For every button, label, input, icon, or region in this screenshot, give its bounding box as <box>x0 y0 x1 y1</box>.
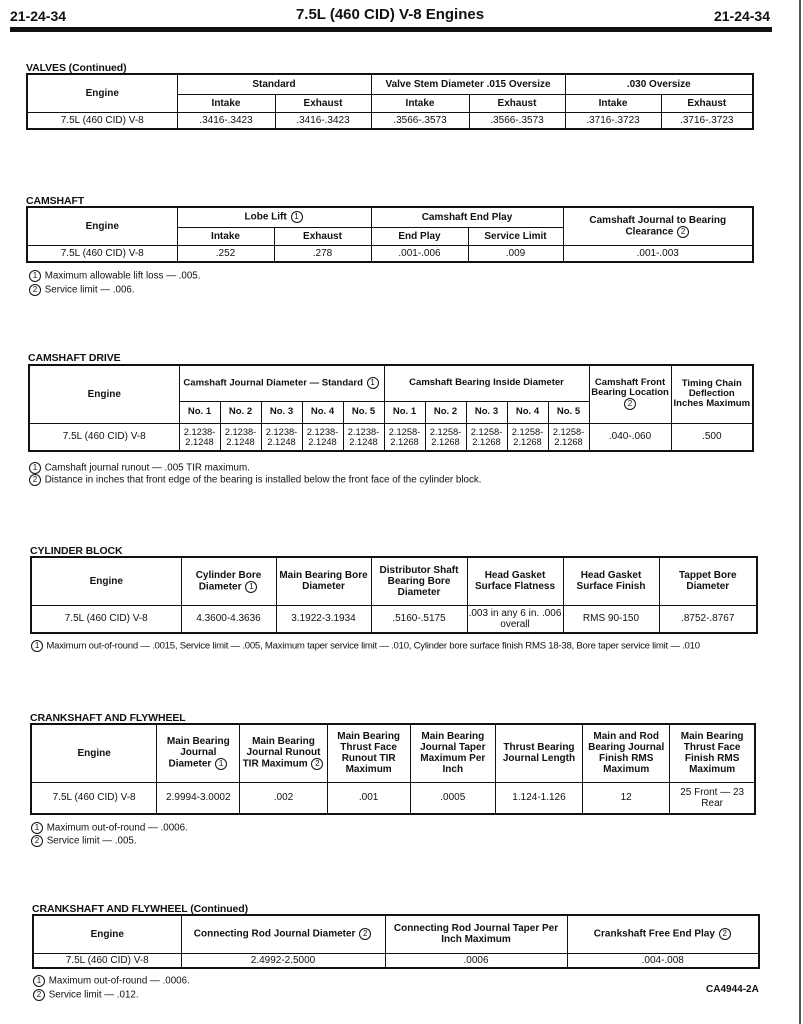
footnote-1-mark: 1 <box>31 640 43 652</box>
camshaft-value-cell: .001-.006 <box>371 245 468 262</box>
footnote-2-mark: 2 <box>311 758 323 770</box>
cyl-value-cell: .8752-.8767 <box>659 605 757 633</box>
camshaft-journal-clearance-header <box>563 207 753 245</box>
cyl-note <box>30 640 700 652</box>
page-title: 7.5L (460 CID) V-8 Engines <box>295 6 485 23</box>
camshaft-sub-header: End Play <box>371 227 468 245</box>
cyl-engine-cell: 7.5L (460 CID) V-8 <box>31 605 181 633</box>
valves-sub-header: Exhaust <box>661 94 753 112</box>
crank2-rod-journal-taper-header: Connecting Rod Journal Taper Per Inch Maximum <box>385 915 567 953</box>
crankshaft-cont-table <box>32 914 760 969</box>
cyl-value-cell: .5160-.5175 <box>371 605 467 633</box>
cyl-gasket-flatness-header: Head Gasket Surface Flatness <box>467 557 563 605</box>
cam-drive-sub-header: No. 5 <box>343 401 384 423</box>
cam-drive-sub-header: No. 2 <box>425 401 466 423</box>
footnote-2-mark: 2 <box>719 928 731 940</box>
valves-value-cell: .3416-.3423 <box>177 112 275 129</box>
valves-table <box>26 73 754 130</box>
note-text: Distance in inches that front edge of the bearing is installed below the front face of the cylinder block. <box>44 474 482 486</box>
crankshaft-cont-title: CRANKSHAFT AND FLYWHEEL (Continued) <box>32 903 249 915</box>
figure-code: CA4944-2A <box>706 984 759 995</box>
footnote-2-mark: 2 <box>29 474 41 486</box>
footnote-1-mark: 1 <box>215 758 227 770</box>
valves-engine-cell: 7.5L (460 CID) V-8 <box>27 112 177 129</box>
valves-sub-header: Intake <box>565 94 661 112</box>
page-number-left: 21-24-34 <box>10 8 67 24</box>
cam-drive-value-cell: 2.1238-2.1248 <box>179 423 220 451</box>
cam-drive-value-cell: 2.1258-2.1268 <box>548 423 589 451</box>
valves-engine-header: Engine <box>27 74 177 112</box>
crank-journal-finish-header: Main and Rod Bearing Journal Finish RMS Maximum <box>583 724 670 782</box>
cam-drive-note-1 <box>28 462 250 474</box>
cam-drive-bearing-inside-header: Camshaft Bearing Inside Diameter <box>384 365 589 401</box>
page-number-right: 21-24-34 <box>713 8 770 24</box>
camshaft-value-cell: .252 <box>177 245 274 262</box>
footnote-1-mark: 1 <box>367 377 379 389</box>
cam-drive-value-cell: 2.1258-2.1268 <box>466 423 507 451</box>
journal-diameter-label: Main Bearing Journal Diameter <box>166 736 230 770</box>
cyl-value-cell: RMS 90-150 <box>563 605 659 633</box>
footnote-1-mark: 1 <box>33 975 45 987</box>
crank-journal-taper-header: Main Bearing Journal Taper Maximum Per Inch <box>410 724 495 782</box>
crank2-engine-cell: 7.5L (460 CID) V-8 <box>33 953 181 968</box>
footnote-1-mark: 1 <box>291 211 303 223</box>
footnote-2-mark: 2 <box>29 284 41 296</box>
cyl-value-cell: 3.1922-3.1934 <box>276 605 371 633</box>
crank2-rod-journal-diameter-header <box>181 915 385 953</box>
cyl-tappet-bore-header: Tappet Bore Diameter <box>659 557 757 605</box>
footnote-1-mark: 1 <box>29 270 41 282</box>
valves-value-cell: .3566-.3573 <box>371 112 469 129</box>
cam-drive-sub-header: No. 4 <box>302 401 343 423</box>
camshaft-value-cell: .001-.003 <box>563 245 753 262</box>
front-bearing-label: Camshaft Front Bearing Location <box>591 377 669 399</box>
cam-drive-sub-header: No. 4 <box>507 401 548 423</box>
crank-engine-cell: 7.5L (460 CID) V-8 <box>31 782 157 814</box>
cam-drive-value-cell: 2.1258-2.1268 <box>507 423 548 451</box>
crank-thrust-face-runout-header: Main Bearing Thrust Face Runout TIR Maximum <box>327 724 410 782</box>
header-rule <box>10 27 772 32</box>
camshaft-value-cell: .278 <box>274 245 371 262</box>
note-text: Maximum out-of-round — .0006. <box>46 822 188 834</box>
cam-drive-value-cell: 2.1258-2.1268 <box>425 423 466 451</box>
valves-sub-header: Intake <box>371 94 469 112</box>
crankshaft-title: CRANKSHAFT AND FLYWHEEL <box>30 712 186 724</box>
cyl-engine-header: Engine <box>31 557 181 605</box>
crank-thrust-bearing-length-header: Thrust Bearing Journal Length <box>495 724 582 782</box>
valves-standard-header: Standard <box>177 74 371 94</box>
camshaft-end-play-header: Camshaft End Play <box>371 207 563 227</box>
crank2-free-end-play-header <box>567 915 759 953</box>
page-header <box>10 6 770 28</box>
free-end-play-label: Crankshaft Free End Play <box>593 928 715 940</box>
valves-030-oversize-header: .030 Oversize <box>565 74 753 94</box>
crank-engine-header: Engine <box>31 724 157 782</box>
footnote-2-mark: 2 <box>359 928 371 940</box>
cam-drive-sub-header: No. 3 <box>261 401 302 423</box>
cam-drive-engine-cell: 7.5L (460 CID) V-8 <box>29 423 179 451</box>
cam-drive-timing-chain-header: Timing Chain Deflection Inches Maximum <box>671 365 753 423</box>
lobe-lift-label: Lobe Lift <box>244 211 287 223</box>
valves-sub-header: Exhaust <box>469 94 565 112</box>
crank-value-cell: 2.9994-3.0002 <box>157 782 240 814</box>
cam-drive-sub-header: No. 1 <box>179 401 220 423</box>
cylinder-block-title: CYLINDER BLOCK <box>30 545 123 557</box>
valves-title: VALVES (Continued) <box>26 62 127 74</box>
note-text: Service limit — .005. <box>46 835 137 847</box>
cam-drive-sub-header: No. 3 <box>466 401 507 423</box>
footnote-1-mark: 1 <box>29 462 41 474</box>
footnote-2-mark: 2 <box>624 398 636 410</box>
crank-value-cell: .001 <box>327 782 410 814</box>
cam-drive-journal-diameter-header <box>179 365 384 401</box>
valves-value-cell: .3416-.3423 <box>275 112 371 129</box>
camshaft-sub-header: Intake <box>177 227 274 245</box>
valves-value-cell: .3566-.3573 <box>469 112 565 129</box>
page-edge <box>799 0 801 1024</box>
cylinder-block-table <box>30 556 758 634</box>
note-text: Maximum out-of-round — .0006. <box>48 975 190 987</box>
note-text: Maximum out-of-round — .0015, Service limit — .005, Maximum taper service limit — .010, Cylinder bore surface finish RMS 18-38, Bore taper service limit — .010 <box>46 640 700 652</box>
journal-runout-label: Main Bearing Journal Runout TIR Maximum <box>242 736 321 770</box>
camshaft-note-2 <box>28 284 135 296</box>
camshaft-title: CAMSHAFT <box>26 195 85 207</box>
cam-drive-front-bearing-header <box>589 365 671 423</box>
footnote-2-mark: 2 <box>31 835 43 847</box>
journal-clearance-label: Camshaft Journal to Bearing Clearance <box>589 214 727 238</box>
camshaft-engine-header: Engine <box>27 207 177 245</box>
cyl-main-bearing-bore-header: Main Bearing Bore Diameter <box>276 557 371 605</box>
camshaft-engine-cell: 7.5L (460 CID) V-8 <box>27 245 177 262</box>
valves-value-cell: .3716-.3723 <box>661 112 753 129</box>
bore-diameter-label: Cylinder Bore Diameter <box>195 569 262 593</box>
journal-diameter-label: Camshaft Journal Diameter — Standard <box>183 377 363 389</box>
crank2-value-cell: .0006 <box>385 953 567 968</box>
valves-015-oversize-header: Valve Stem Diameter .015 Oversize <box>371 74 565 94</box>
footnote-1-mark: 1 <box>245 581 257 593</box>
cam-drive-engine-header: Engine <box>29 365 179 423</box>
crank2-note-1 <box>32 975 190 987</box>
cyl-value-cell: .003 in any 6 in. .006 overall <box>467 605 563 633</box>
footnote-2-mark: 2 <box>33 989 45 1001</box>
cam-drive-value-cell: 2.1238-2.1248 <box>302 423 343 451</box>
valves-value-cell: .3716-.3723 <box>565 112 661 129</box>
cam-drive-sub-header: No. 2 <box>220 401 261 423</box>
camshaft-drive-title: CAMSHAFT DRIVE <box>28 352 121 364</box>
cyl-value-cell: 4.3600-4.3636 <box>181 605 276 633</box>
crank-value-cell: 12 <box>583 782 670 814</box>
crank-value-cell: .002 <box>240 782 327 814</box>
cam-drive-value-cell: 2.1238-2.1248 <box>343 423 384 451</box>
footnote-1-mark: 1 <box>31 822 43 834</box>
camshaft-drive-table <box>28 364 754 452</box>
camshaft-sub-header: Exhaust <box>274 227 371 245</box>
crank-note-1 <box>30 822 188 834</box>
cam-drive-sub-header: No. 5 <box>548 401 589 423</box>
crank2-value-cell: .004-.008 <box>567 953 759 968</box>
cyl-bore-diameter-header <box>181 557 276 605</box>
cyl-gasket-finish-header: Head Gasket Surface Finish <box>563 557 659 605</box>
camshaft-note-1 <box>28 270 200 282</box>
cam-drive-value-cell: 2.1258-2.1268 <box>384 423 425 451</box>
camshaft-lobe-lift-header <box>177 207 371 227</box>
valves-sub-header: Intake <box>177 94 275 112</box>
crank-journal-diameter-header <box>157 724 240 782</box>
crank2-note-2 <box>32 989 139 1001</box>
crank-note-2 <box>30 835 137 847</box>
cam-drive-value-cell: 2.1238-2.1248 <box>220 423 261 451</box>
cam-drive-value-cell: .500 <box>671 423 753 451</box>
crank-value-cell: 1.124-1.126 <box>495 782 582 814</box>
cam-drive-note-2 <box>28 474 482 486</box>
note-text: Service limit — .012. <box>48 989 139 1001</box>
camshaft-value-cell: .009 <box>468 245 563 262</box>
camshaft-sub-header: Service Limit <box>468 227 563 245</box>
cam-drive-value-cell: 2.1238-2.1248 <box>261 423 302 451</box>
rod-journal-diameter-label: Connecting Rod Journal Diameter <box>193 928 356 940</box>
crank-journal-runout-header <box>240 724 327 782</box>
camshaft-table <box>26 206 754 263</box>
cyl-distributor-bore-header: Distributor Shaft Bearing Bore Diameter <box>371 557 467 605</box>
cam-drive-sub-header: No. 1 <box>384 401 425 423</box>
crank-value-cell: .0005 <box>410 782 495 814</box>
footnote-2-mark: 2 <box>677 226 689 238</box>
crankshaft-table <box>30 723 756 815</box>
note-text: Service limit — .006. <box>44 284 135 296</box>
valves-sub-header: Exhaust <box>275 94 371 112</box>
note-text: Camshaft journal runout — .005 TIR maximum. <box>44 462 250 474</box>
crank2-value-cell: 2.4992-2.5000 <box>181 953 385 968</box>
crank-thrust-face-finish-header: Main Bearing Thrust Face Finish RMS Maximum <box>670 724 755 782</box>
crank2-engine-header: Engine <box>33 915 181 953</box>
note-text: Maximum allowable lift loss — .005. <box>44 270 201 282</box>
cam-drive-value-cell: .040-.060 <box>589 423 671 451</box>
crank-value-cell: 25 Front — 23 Rear <box>670 782 755 814</box>
